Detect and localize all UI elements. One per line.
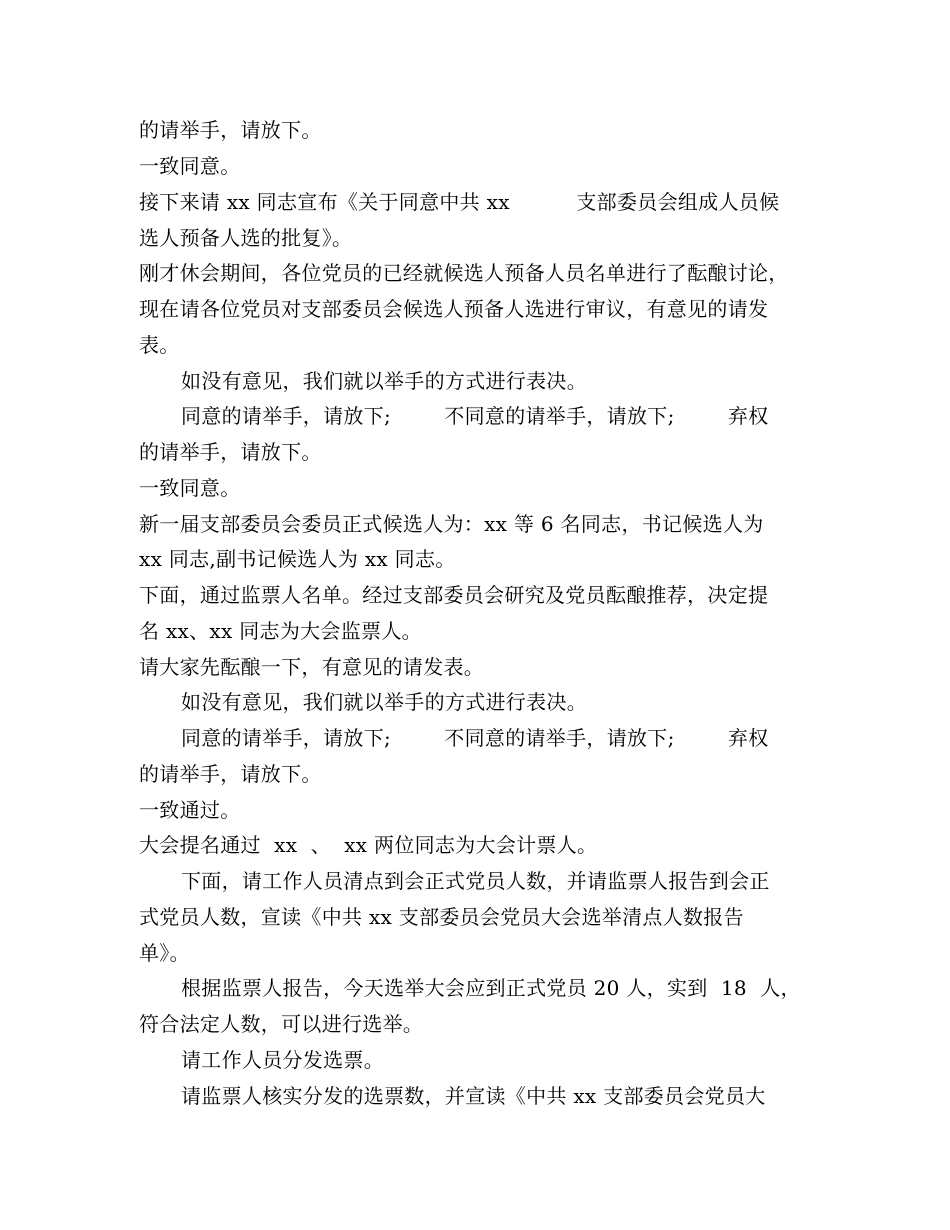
text-line: 表。 (139, 333, 180, 357)
text-line: 一致通过。 (139, 798, 241, 822)
text-line: 新一届支部委员会委员正式候选人为：xx 等 6 名同志，书记候选人为 (139, 512, 764, 536)
text-line: 大会提名通过 xx 、 xx 两位同志为大会计票人。 (139, 833, 598, 857)
text-line: 接下来请 xx 同志宣布《关于同意中共 xx 支部委员会组成人员候 (139, 190, 780, 214)
text-line: 符合法定人数，可以进行选举。 (139, 1012, 424, 1036)
text-line: 如没有意见，我们就以举手的方式进行表决。 (181, 369, 587, 393)
text-line: 刚才休会期间，各位党员的已经就候选人预备人员名单进行了酝酿讨论， (139, 261, 789, 285)
text-line: 名 xx、xx 同志为大会监票人。 (139, 619, 422, 643)
text-line: 现在请各位党员对支部委员会候选人预备人选进行审议，有意见的请发 (139, 297, 769, 321)
text-line: 的请举手，请放下。 (139, 118, 322, 142)
text-line: 请大家先酝酿一下，有意见的请发表。 (139, 655, 485, 679)
text-line: 的请举手，请放下。 (139, 440, 322, 464)
text-line: 一致同意。 (139, 476, 241, 500)
text-line: 式党员人数，宣读《中共 xx 支部委员会党员大会选举清点人数报告 (139, 905, 744, 929)
text-line: 下面，通过监票人名单。经过支部委员会研究及党员酝酿推荐，决定提 (139, 583, 769, 607)
text-line: 一致同意。 (139, 154, 241, 178)
text-line: 根据监票人报告，今天选举大会应到正式党员 20 人，实到 18 人， (181, 976, 801, 1000)
text-line: 下面，请工作人员清点到会正式党员人数，并请监票人报告到会正 (181, 869, 770, 893)
text-line: 选人预备人选的批复》。 (139, 226, 353, 250)
text-line: 单》。 (139, 941, 190, 965)
text-line: 同意的请举手，请放下; 不同意的请举手，请放下; 弃权 (181, 404, 769, 428)
text-line: 如没有意见，我们就以举手的方式进行表决。 (181, 690, 587, 714)
text-line: 的请举手，请放下。 (139, 762, 322, 786)
text-line: 请工作人员分发选票。 (181, 1048, 384, 1072)
text-line: 同意的请举手，请放下; 不同意的请举手，请放下; 弃权 (181, 726, 769, 750)
text-line: xx 同志,副书记候选人为 xx 同志。 (139, 547, 456, 571)
text-line: 请监票人核实分发的选票数，并宣读《中共 xx 支部委员会党员大 (181, 1084, 766, 1108)
